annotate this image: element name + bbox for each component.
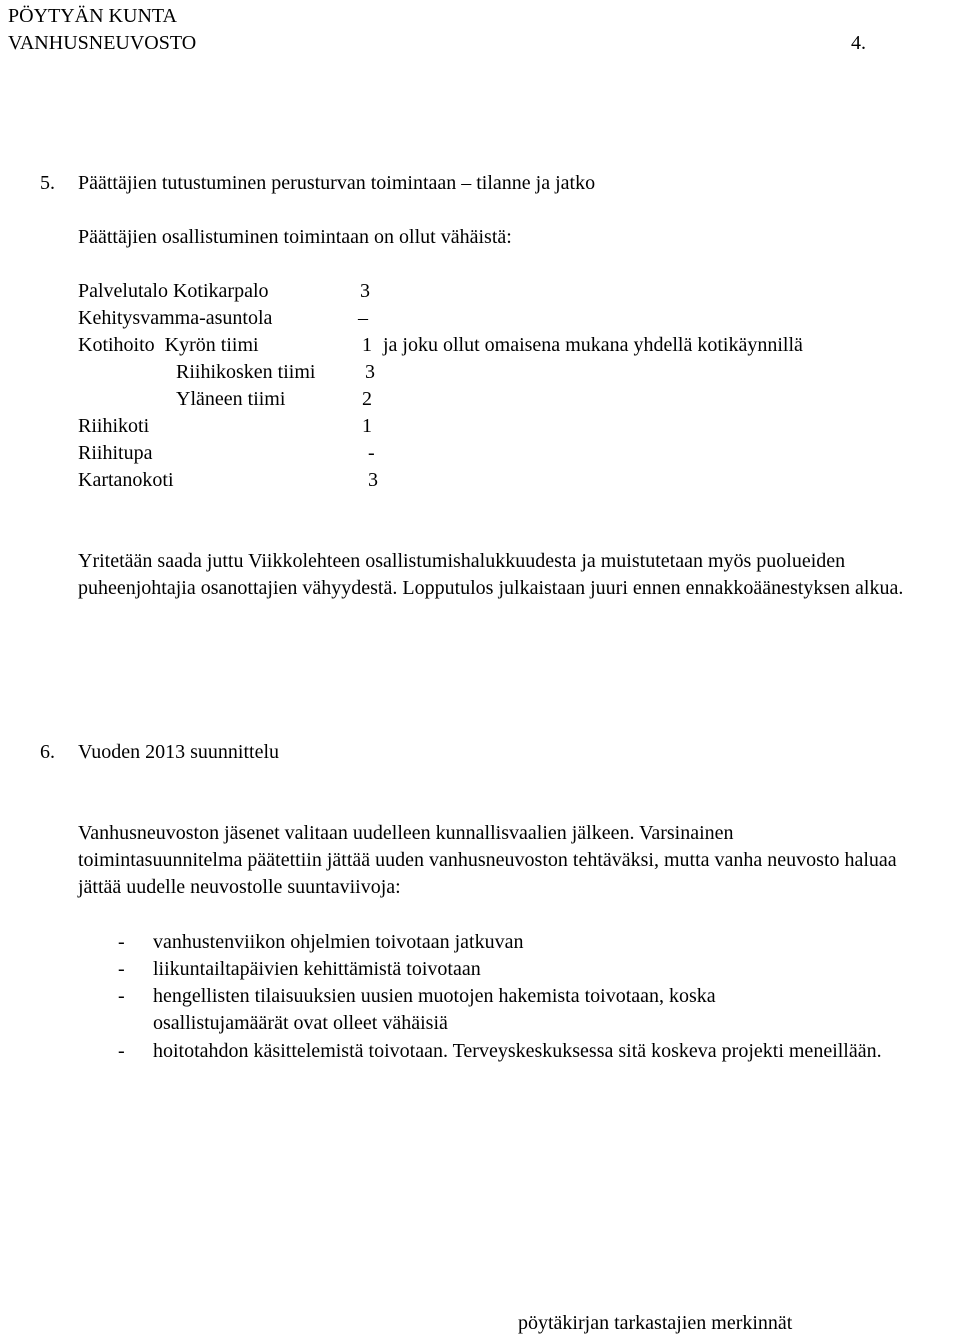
list-item-value: 2 — [362, 388, 372, 410]
list-item-value: 1 — [362, 415, 372, 437]
footer-note: pöytäkirjan tarkastajien merkinnät — [518, 1312, 793, 1334]
municipality-name: PÖYTYÄN KUNTA — [8, 5, 177, 27]
list-item: liikuntailtapäivien kehittämistä toivotaan — [153, 958, 481, 980]
section-5-intro: Päättäjien osallistuminen toimintaan on ollut vähäistä: — [78, 226, 512, 248]
list-item: hengellisten tilaisuuksien uusien muotojen hakemista toivotaan, koska osallistujamäärät ovat olleet vähäisiä — [153, 985, 716, 1034]
list-item-label: Riihikosken tiimi — [176, 361, 316, 383]
list-item-label: Yläneen tiimi — [176, 388, 286, 410]
list-item-value: 3 — [365, 361, 375, 383]
list-item-marker: - — [118, 958, 125, 980]
list-item-label: Kehitysvamma-asuntola — [78, 307, 273, 329]
page-number: 4. — [851, 32, 866, 54]
list-item-label: Riihikoti — [78, 415, 150, 437]
list-item-value: – — [358, 307, 368, 329]
list-item-marker: - — [118, 1040, 125, 1062]
list-item-value: 3 — [360, 280, 370, 302]
list-item-label: Riihitupa — [78, 442, 153, 464]
section-6-paragraph: Vanhusneuvoston jäsenet valitaan uudelleen kunnallisvaalien jälkeen. Varsinainen toimintasuunnitelma päätettiin jättää uuden vanhusneuvoston tehtäväksi, mutta vanha neuvosto haluaa jättää uudelle neuvostolle suuntaviivoja: — [78, 822, 897, 898]
list-item-note: ja joku ollut omaisena mukana yhdellä kotikäynnillä — [383, 334, 803, 356]
section-5-title: Päättäjien tutustuminen perusturvan toimintaan – tilanne ja jatko — [78, 172, 596, 194]
list-item: hoitotahdon käsittelemistä toivotaan. Terveyskeskuksessa sitä koskeva projekti meneillään. — [153, 1040, 882, 1062]
list-item: vanhustenviikon ohjelmien toivotaan jatkuvan — [153, 931, 524, 953]
council-name: VANHUSNEUVOSTO — [8, 32, 197, 54]
section-5-paragraph: Yritetään saada juttu Viikkolehteen osallistumishalukkuudesta ja muistutetaan myös puolueiden puheenjohtajia osanottajien vähyydestä. Lopputulos julkaistaan juuri ennen ennakkoäänestyksen alkua. — [78, 550, 904, 599]
section-6-title: Vuoden 2013 suunnittelu — [78, 741, 280, 763]
list-item-marker: - — [118, 931, 125, 953]
list-item-value: 3 — [368, 469, 378, 491]
list-item-value: - — [368, 442, 375, 464]
list-item-label: Kartanokoti — [78, 469, 174, 491]
section-5-number: 5. — [40, 172, 55, 194]
list-item-label: Palvelutalo Kotikarpalo — [78, 280, 269, 302]
list-item-value: 1 — [362, 334, 372, 356]
list-item-marker: - — [118, 985, 125, 1007]
section-6-number: 6. — [40, 741, 55, 763]
list-item-label: Kotihoito Kyrön tiimi — [78, 334, 259, 356]
